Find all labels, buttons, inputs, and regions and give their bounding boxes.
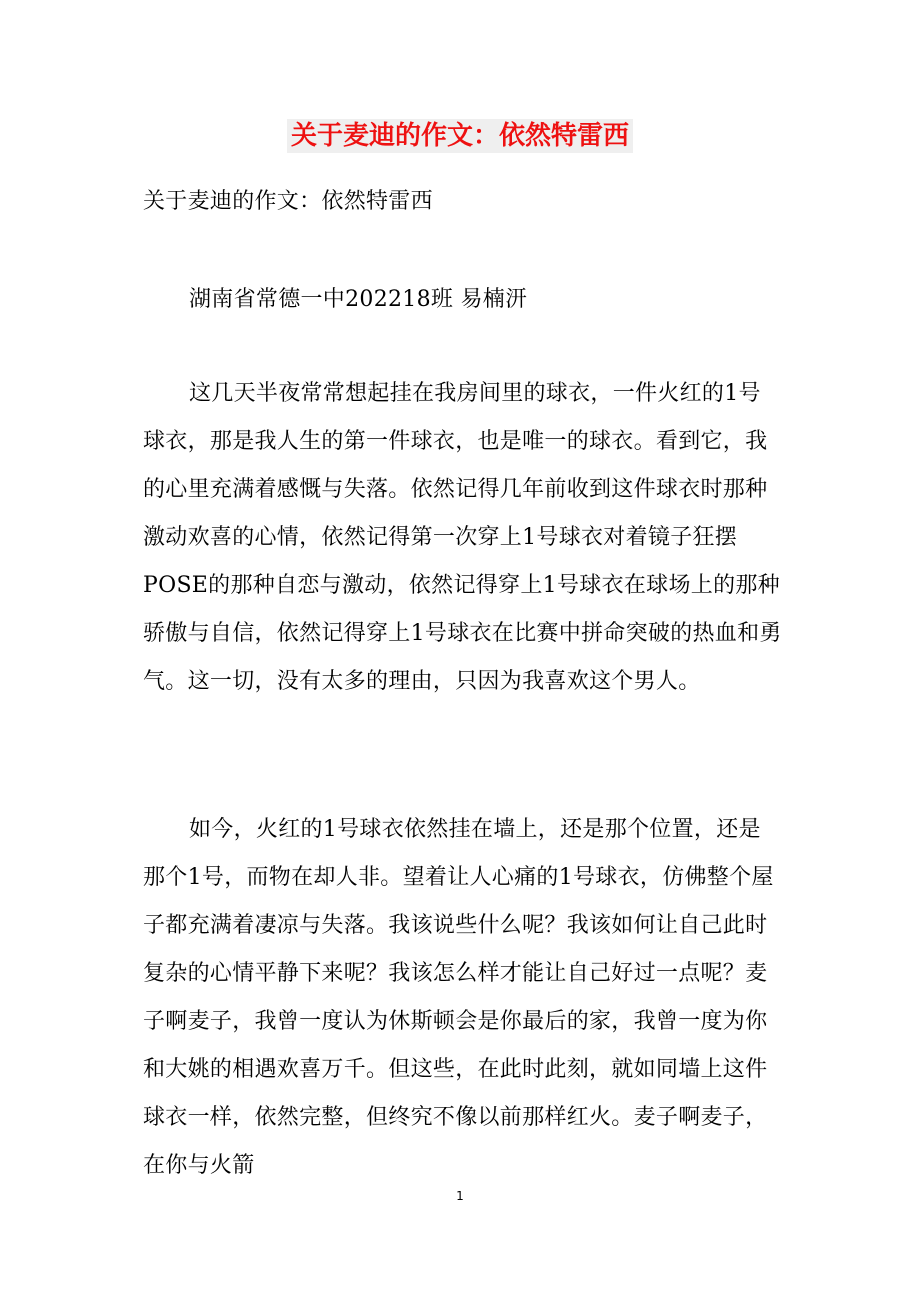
paragraph-2: 如今，火红的1号球衣依然挂在墙上，还是那个位置，还是那个1号，而物在却人非。望着让人心痛的1号球衣，仿佛整个屋子都充满着凄凉与失落。我该说些什么呢？我该如何让自己此时复杂的心情平静下来呢？我该怎么样才能让自己好过一点呢？麦子啊麦子，我曾一度认为休斯顿会是你最后的家，我曾一度为你和大姚的相遇欢喜万千。但这些，在此时此刻，就如同墙上这件球衣一样，依然完整，但终究不像以前那样红火。麦子啊麦子，在你与火箭 <box>143 817 774 1178</box>
document-subtitle: 关于麦迪的作文：依然特雷西 <box>143 189 433 214</box>
document-title-text: 关于麦迪的作文：依然特雷西 <box>287 119 633 153</box>
paragraph-1: 这几天半夜常常想起挂在我房间里的球衣，一件火红的1号球衣，那是我人生的第一件球衣，也是唯一的球衣。看到它，我的心里充满着感慨与失落。依然记得几年前收到这件球衣时那种激动欢喜的心情，依然记得第一次穿上1号球衣对着镜子狂摆POSE的那种自恋与激动，依然记得穿上1号球衣在球场上的那种骄傲与自信，依然记得穿上1号球衣在比赛中拼命突破的热血和勇气。这一切，没有太多的理由，只因为我喜欢这个男人。 <box>143 381 782 694</box>
document-title <box>0 116 920 156</box>
page-number: 1 <box>456 1189 464 1203</box>
author-line: 湖南省常德一中202218班 易楠汧 <box>189 287 528 312</box>
